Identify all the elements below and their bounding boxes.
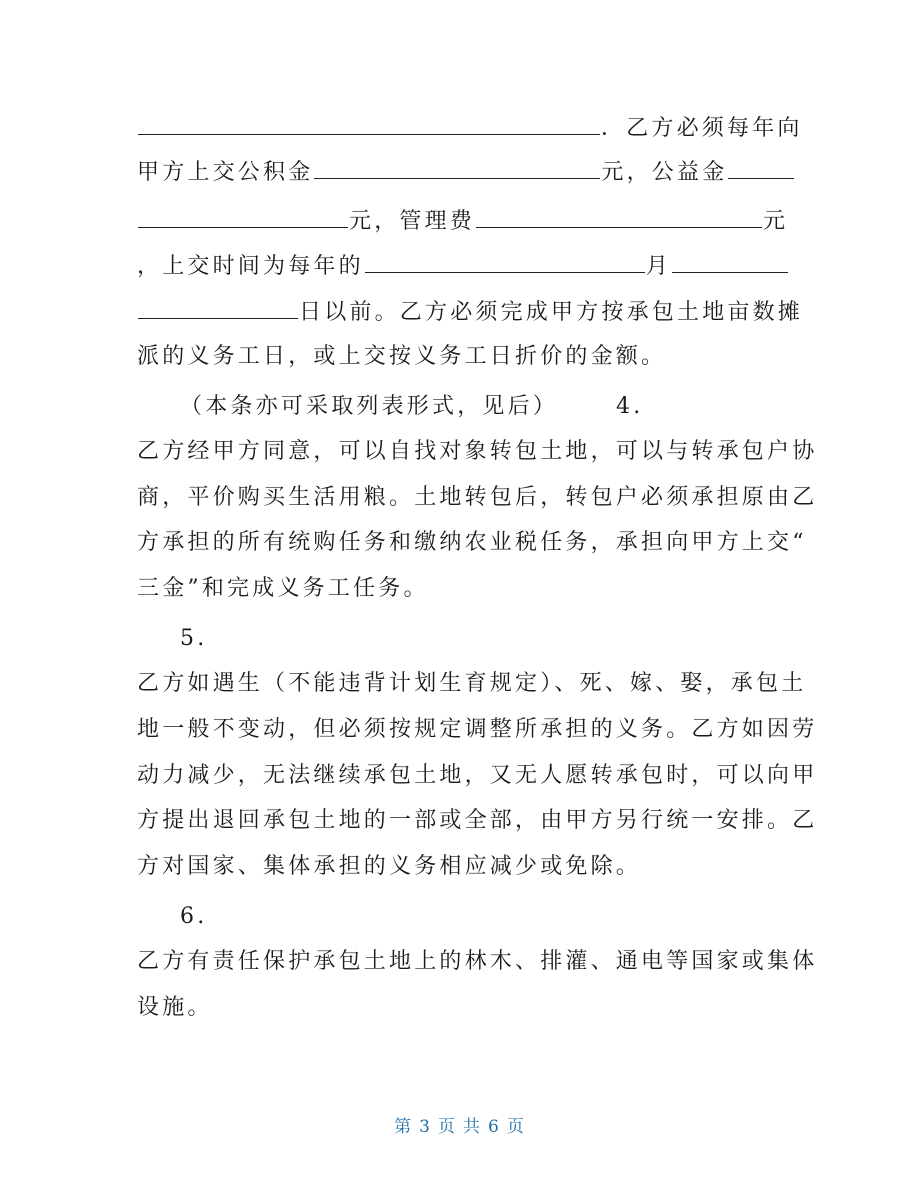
line-text: 派的义务工日，或上交按义务工日折价的金额。	[137, 344, 667, 369]
page-number-footer	[0, 1112, 920, 1137]
text-line	[137, 437, 818, 467]
text-line	[137, 528, 807, 558]
fill-blank	[672, 251, 788, 273]
line-text: （本条亦可采取列表形式，见后）	[180, 394, 559, 419]
fill-blank	[728, 157, 794, 179]
fill-blank	[138, 297, 298, 319]
line-text: 元	[763, 209, 789, 234]
text-line	[137, 157, 783, 187]
text-line	[137, 715, 818, 745]
fill-blank	[138, 113, 600, 135]
line-text: 地一般不变动，但必须按规定调整所承担的义务。乙方如因劳	[137, 717, 818, 742]
section-number: 4.	[616, 394, 644, 419]
line-text: ，上交时间为每年的	[137, 254, 364, 279]
line-text: 甲方上交公积金	[137, 160, 314, 185]
fill-blank	[365, 251, 645, 273]
line-text: 设施。	[137, 995, 213, 1020]
line-text: 方对国家、集体承担的义务相应减少或免除。	[137, 854, 642, 879]
text-line	[180, 624, 783, 654]
text-line	[137, 113, 803, 143]
current-page-number: 3	[419, 1117, 432, 1137]
text-line	[180, 392, 783, 422]
fill-blank	[314, 157, 600, 179]
text-line	[137, 342, 783, 372]
line-text: 乙方有责任保护承包土地上的林木、排灌、通电等国家或集体	[137, 949, 818, 974]
fill-blank	[138, 206, 348, 228]
text-line	[137, 483, 818, 513]
section-number: 6.	[180, 904, 208, 929]
footer-suffix: 页	[506, 1117, 526, 1137]
text-line	[137, 251, 783, 281]
text-line	[137, 852, 783, 882]
line-text: 月	[645, 254, 672, 279]
line-text: 元，公益金	[601, 160, 728, 185]
text-line	[137, 574, 783, 604]
total-page-count: 6	[488, 1117, 501, 1137]
line-text: 方承担的所有统购任务和缴纳农业税任务，承担向甲方上交“	[137, 530, 807, 555]
footer-total-label: 共	[463, 1117, 482, 1137]
line-text: 日以前。乙方必须完成甲方按承包土地亩数摊	[299, 300, 804, 325]
footer-page-label: 页	[438, 1117, 457, 1137]
line-text: 动力减少，无法继续承包土地，又无人愿转承包时，可以向甲	[137, 763, 818, 788]
text-line	[137, 297, 804, 327]
line-text: 元，管理费	[349, 209, 476, 234]
line-text: 三金”和完成义务工任务。	[137, 576, 429, 601]
text-line	[137, 947, 818, 977]
text-line	[180, 902, 783, 932]
section-number: 5.	[180, 626, 208, 651]
text-line	[137, 806, 818, 836]
text-line	[137, 761, 818, 791]
line-text: 商，平价购买生活用粮。土地转包后，转包户必须承担原由乙	[137, 485, 818, 510]
footer-prefix: 第	[394, 1117, 414, 1137]
fill-blank	[476, 206, 762, 228]
text-line	[137, 206, 789, 236]
text-line	[137, 993, 783, 1023]
line-text: ．乙方必须每年向	[601, 116, 803, 141]
line-text: 乙方如遇生（不能违背计划生育规定）、死、嫁、娶，承包土	[137, 671, 807, 696]
line-text: 方提出退回承包土地的一部或全部，由甲方另行统一安排。乙	[137, 808, 818, 833]
text-line	[137, 669, 807, 699]
line-text: 乙方经甲方同意，可以自找对象转包土地，可以与转承包户协	[137, 439, 818, 464]
